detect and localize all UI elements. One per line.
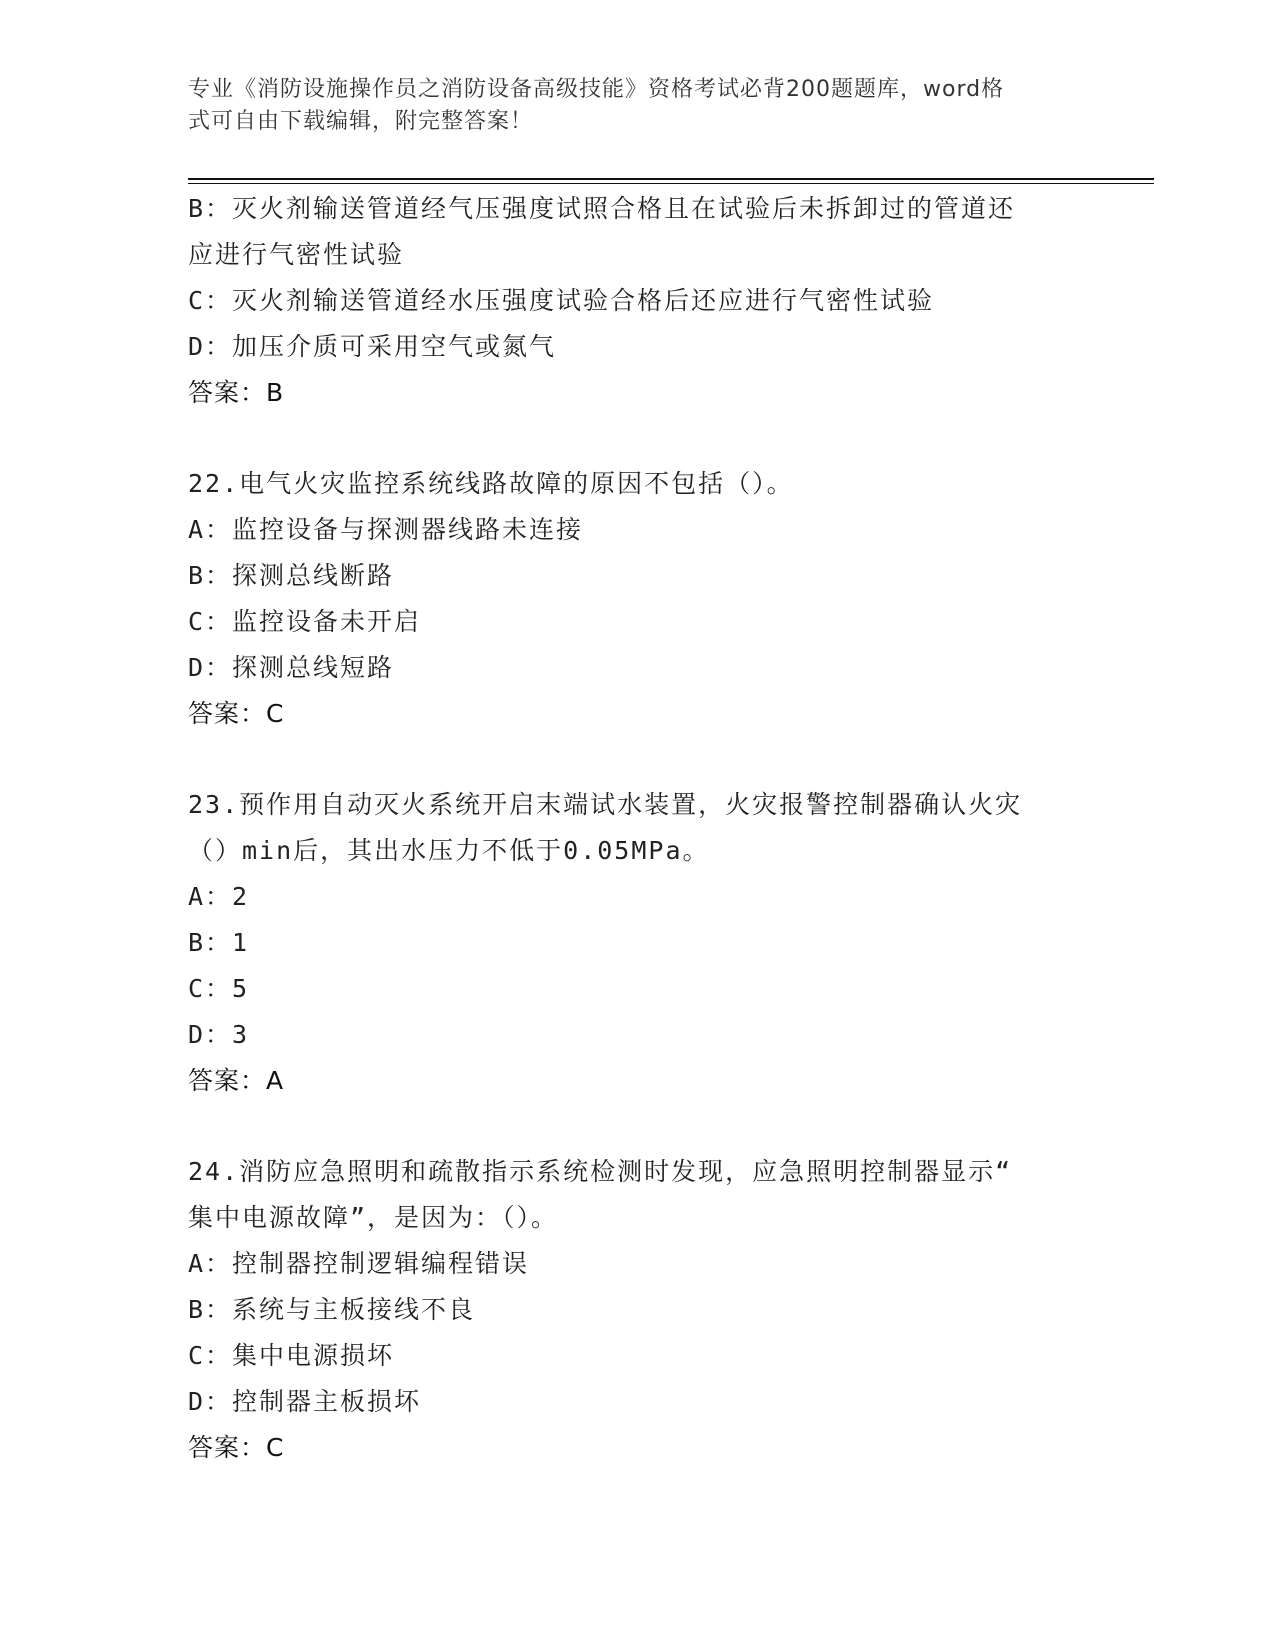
document-header <box>188 74 1068 138</box>
header-line-1: 专业《消防设施操作员之消防设备高级技能》资格考试必背200题题库，word格 <box>188 77 1005 102</box>
header-divider-thick <box>188 178 1154 180</box>
option-b-line-1: B：灭火剂输送管道经气压强度试照合格且在试验后未拆卸过的管道还 <box>188 194 1016 223</box>
spacer <box>188 1104 1088 1149</box>
spacer <box>188 416 1088 461</box>
question-text: 22.电气火灾监控系统线路故障的原因不包括（）。 <box>188 469 794 498</box>
header-divider-thin <box>188 183 1154 184</box>
option-d: D：加压介质可采用空气或氮气 <box>188 332 557 361</box>
option-c: C：监控设备未开启 <box>188 607 422 636</box>
question-text-line-2: （）min后，其出水压力不低于0.05MPa。 <box>188 836 710 865</box>
option-d: D：探测总线短路 <box>188 653 395 682</box>
question-list <box>188 186 1088 1471</box>
answer: 答案：C <box>188 1433 285 1462</box>
question-text-line-2: 集中电源故障”，是因为：（）。 <box>188 1203 559 1232</box>
question-block-24 <box>188 1149 1088 1471</box>
option-a: A：监控设备与探测器线路未连接 <box>188 515 584 544</box>
spacer <box>188 737 1088 782</box>
question-block-23 <box>188 782 1088 1104</box>
option-a: A：2 <box>188 882 250 911</box>
option-c: C：集中电源损坏 <box>188 1341 395 1370</box>
question-text-line-1: 23.预作用自动灭火系统开启末端试水装置，火灾报警控制器确认火灾 <box>188 790 1023 819</box>
option-d: D：3 <box>188 1020 250 1049</box>
option-b: B：1 <box>188 928 250 957</box>
option-d: D：控制器主板损坏 <box>188 1387 422 1416</box>
option-c: C：灭火剂输送管道经水压强度试验合格后还应进行气密性试验 <box>188 286 935 315</box>
option-a: A：控制器控制逻辑编程错误 <box>188 1249 530 1278</box>
option-b-line-2: 应进行气密性试验 <box>188 240 405 269</box>
header-line-2: 式可自由下载编辑，附完整答案！ <box>188 109 534 134</box>
option-b: B：探测总线断路 <box>188 561 395 590</box>
question-text-line-1: 24.消防应急照明和疏散指示系统检测时发现，应急照明控制器显示“ <box>188 1157 1013 1186</box>
option-c: C：5 <box>188 974 250 1003</box>
question-block-21 <box>188 186 1088 416</box>
option-b: B：系统与主板接线不良 <box>188 1295 476 1324</box>
question-block-22 <box>188 461 1088 737</box>
answer: 答案：B <box>188 378 285 407</box>
answer: 答案：A <box>188 1066 285 1095</box>
answer: 答案：C <box>188 699 285 728</box>
